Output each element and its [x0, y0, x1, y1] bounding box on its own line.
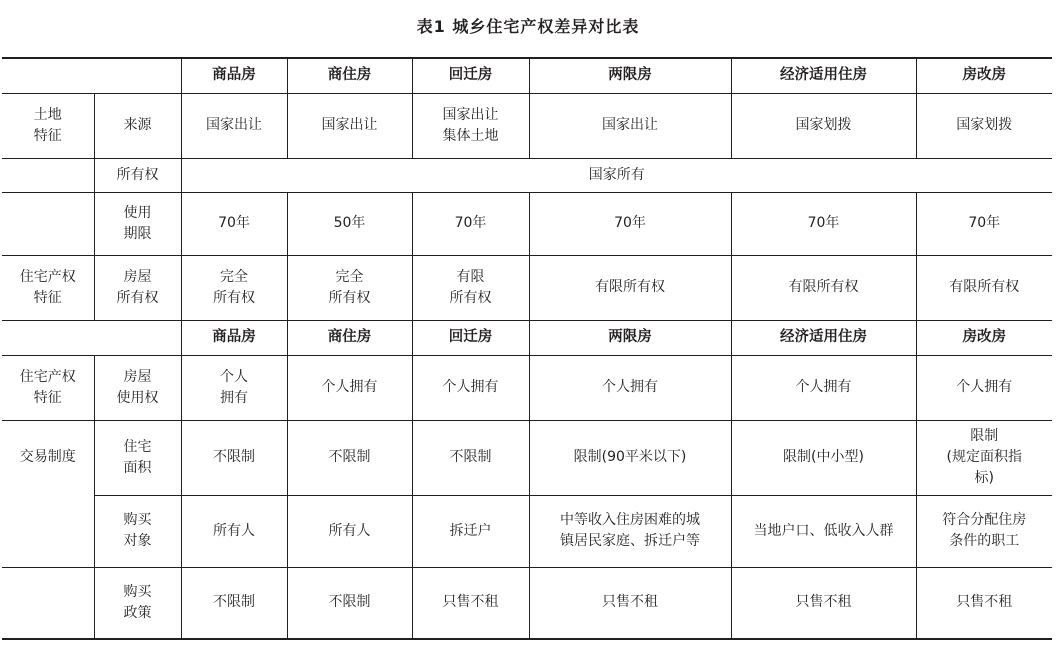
row-group-label: 住宅产权 特征	[2, 355, 94, 420]
row-label: 来源	[94, 93, 181, 158]
row-label: 房屋 使用权	[94, 355, 181, 420]
table-cell: 个人拥有	[529, 355, 731, 420]
header-row	[2, 58, 1052, 93]
table-cell: 完全 所有权	[181, 255, 287, 320]
table-cell-merged: 国家所有	[181, 158, 1052, 192]
table-cell: 70年	[529, 192, 731, 255]
table-cell: 中等收入住房困难的城 镇居民家庭、拆迁户等	[529, 495, 731, 567]
row-label: 住宅 面积	[94, 420, 181, 495]
column-header: 经济适用住房	[731, 58, 916, 93]
table-cell: 个人拥有	[916, 355, 1052, 420]
row-group-blank	[2, 495, 94, 567]
column-header: 两限房	[529, 58, 731, 93]
table-row	[2, 192, 1052, 255]
row-group-label: 土地 特征	[2, 93, 94, 158]
column-header: 商品房	[181, 320, 287, 355]
table-cell: 只售不租	[412, 567, 529, 639]
table-cell: 国家划拨	[731, 93, 916, 158]
header-row	[2, 320, 1052, 355]
row-label: 购买 对象	[94, 495, 181, 567]
table-cell: 只售不租	[731, 567, 916, 639]
row-group-blank	[2, 567, 94, 639]
table-cell: 完全 所有权	[287, 255, 412, 320]
table-cell: 70年	[181, 192, 287, 255]
table-cell: 不限制	[181, 420, 287, 495]
table-cell: 限制(90平米以下)	[529, 420, 731, 495]
table-cell: 不限制	[181, 567, 287, 639]
table-row	[2, 158, 1052, 192]
row-label: 购买 政策	[94, 567, 181, 639]
table-cell: 只售不租	[916, 567, 1052, 639]
table-cell: 限制 (规定面积指 标)	[916, 420, 1052, 495]
row-group-label: 交易制度	[2, 420, 94, 495]
table-cell: 不限制	[287, 567, 412, 639]
table-cell: 个人 拥有	[181, 355, 287, 420]
column-header: 两限房	[529, 320, 731, 355]
column-header: 经济适用住房	[731, 320, 916, 355]
table-cell: 有限 所有权	[412, 255, 529, 320]
column-header: 商住房	[287, 58, 412, 93]
table-cell: 国家出让	[181, 93, 287, 158]
row-label: 房屋 所有权	[94, 255, 181, 320]
table-cell: 70年	[412, 192, 529, 255]
table-cell: 不限制	[412, 420, 529, 495]
row-group-blank	[2, 158, 94, 192]
column-header: 回迁房	[412, 320, 529, 355]
table-cell: 当地户口、低收入人群	[731, 495, 916, 567]
row-label: 使用 期限	[94, 192, 181, 255]
column-header: 房改房	[916, 320, 1052, 355]
table-cell: 只售不租	[529, 567, 731, 639]
table-cell: 有限所有权	[529, 255, 731, 320]
table-row	[2, 355, 1052, 420]
table-cell: 个人拥有	[731, 355, 916, 420]
column-header: 商住房	[287, 320, 412, 355]
table-cell: 拆迁户	[412, 495, 529, 567]
table-cell: 有限所有权	[916, 255, 1052, 320]
table-row	[2, 420, 1052, 495]
table-cell: 所有人	[287, 495, 412, 567]
table-cell: 个人拥有	[287, 355, 412, 420]
table-row	[2, 93, 1052, 158]
header-blank	[94, 320, 181, 355]
table-cell: 有限所有权	[731, 255, 916, 320]
table-cell: 50年	[287, 192, 412, 255]
header-blank	[94, 58, 181, 93]
table-cell: 限制(中小型)	[731, 420, 916, 495]
table-row	[2, 567, 1052, 639]
comparison-table	[2, 57, 1052, 640]
row-label: 所有权	[94, 158, 181, 192]
row-group-label: 住宅产权 特征	[2, 255, 94, 320]
column-header: 房改房	[916, 58, 1052, 93]
table-cell: 符合分配住房 条件的职工	[916, 495, 1052, 567]
table-cell: 国家划拨	[916, 93, 1052, 158]
table-cell: 不限制	[287, 420, 412, 495]
table-title: 表1 城乡住宅产权差异对比表	[416, 17, 640, 36]
table-cell: 国家出让 集体土地	[412, 93, 529, 158]
column-header: 商品房	[181, 58, 287, 93]
column-header: 回迁房	[412, 58, 529, 93]
table-cell: 国家出让	[287, 93, 412, 158]
table-cell: 所有人	[181, 495, 287, 567]
table-cell: 国家出让	[529, 93, 731, 158]
header-blank	[2, 320, 94, 355]
table-row	[2, 255, 1052, 320]
row-group-blank	[2, 192, 94, 255]
table-row	[2, 495, 1052, 567]
table-cell: 70年	[731, 192, 916, 255]
table-cell: 个人拥有	[412, 355, 529, 420]
table-cell: 70年	[916, 192, 1052, 255]
header-blank	[2, 58, 94, 93]
